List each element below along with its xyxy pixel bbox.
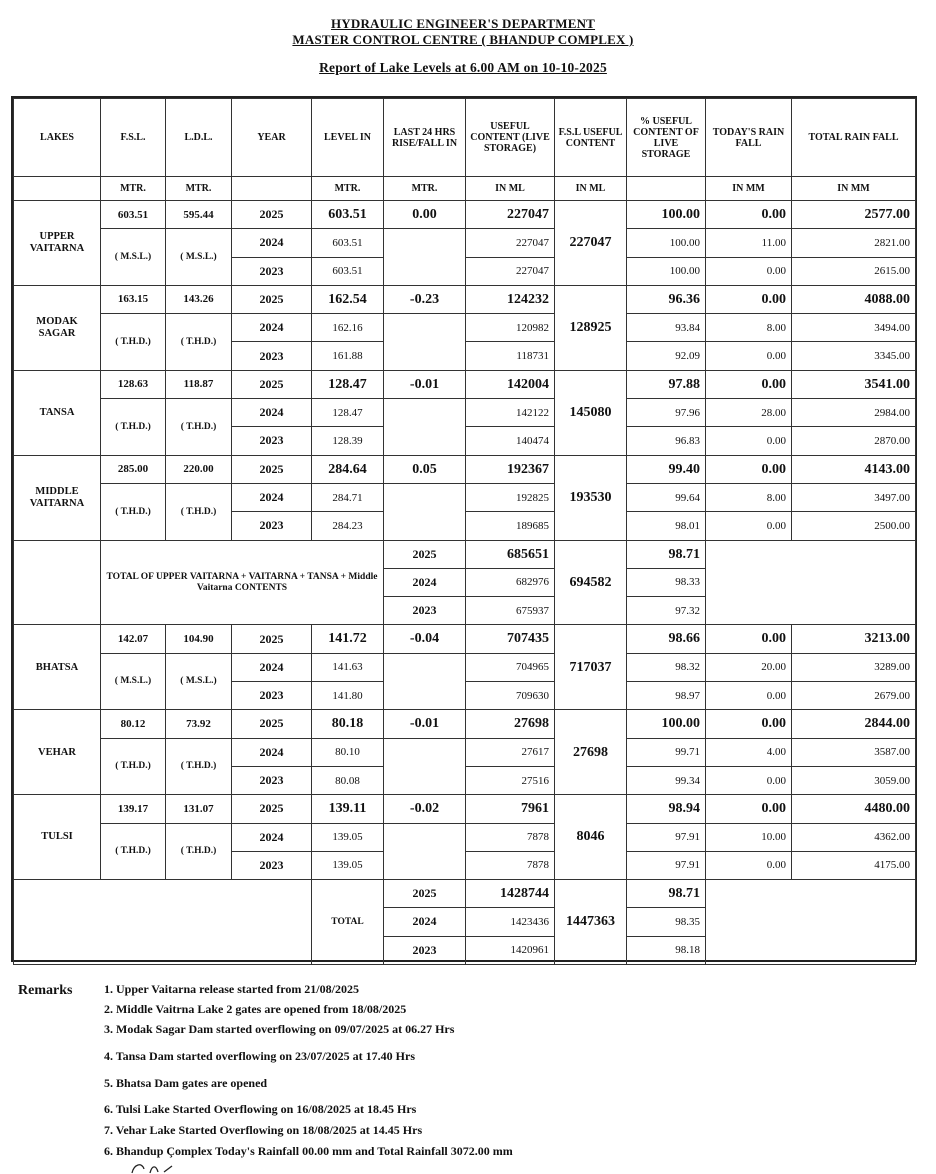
- year-value: 2023: [232, 682, 312, 710]
- pct-value: 99.71: [627, 738, 706, 766]
- units-row: [14, 177, 916, 201]
- lake-row: [14, 314, 916, 342]
- subtotal-row: [14, 540, 916, 568]
- ldl-datum: ( T.H.D.): [166, 823, 232, 880]
- lake-row: [14, 625, 916, 653]
- fsl-useful-value: 227047: [555, 201, 627, 286]
- col-today-rain: TODAY'S RAIN FALL: [706, 99, 792, 177]
- total-rain-value: 4088.00: [792, 285, 916, 313]
- pct-value: 98.18: [627, 936, 706, 964]
- unit-level: MTR.: [312, 177, 384, 201]
- level-value: 162.16: [312, 314, 384, 342]
- pct-value: 93.84: [627, 314, 706, 342]
- pct-value: 98.01: [627, 512, 706, 540]
- useful-content-value: 7878: [466, 851, 555, 879]
- rise-fall-blank: [384, 823, 466, 880]
- fsl-useful-value: 1447363: [555, 880, 627, 965]
- useful-content-value: 27516: [466, 766, 555, 794]
- total-rain-value: 4362.00: [792, 823, 916, 851]
- total-rain-value: 3289.00: [792, 653, 916, 681]
- unit-ldl: MTR.: [166, 177, 232, 201]
- remark-item: 6. Bhandup Çomplex Today's Rainfall 00.00 mm and Total Rainfall 3072.00 mm: [104, 1144, 513, 1158]
- pct-value: 100.00: [627, 201, 706, 229]
- year-value: 2024: [232, 483, 312, 511]
- lake-row: [14, 738, 916, 766]
- total-label: TOTAL: [312, 880, 384, 965]
- today-rain-value: 0.00: [706, 201, 792, 229]
- level-value: 128.47: [312, 370, 384, 398]
- ldl-value: 104.90: [166, 625, 232, 653]
- ldl-value: 73.92: [166, 710, 232, 738]
- pct-value: 97.32: [627, 597, 706, 625]
- today-rain-value: 0.00: [706, 795, 792, 823]
- total-rain-value: 2844.00: [792, 710, 916, 738]
- fsl-datum: ( M.S.L.): [101, 229, 166, 286]
- lake-levels-table: [13, 98, 916, 965]
- total-rain-value: 2870.00: [792, 427, 916, 455]
- col-lakes: LAKES: [14, 99, 101, 177]
- total-rain-value: 4480.00: [792, 795, 916, 823]
- rise-fall-blank: [384, 653, 466, 710]
- col-fsl-useful: F.S.L USEFUL CONTENT: [555, 99, 627, 177]
- today-rain-value: 20.00: [706, 653, 792, 681]
- useful-content-value: 682976: [466, 568, 555, 596]
- pct-value: 92.09: [627, 342, 706, 370]
- level-value: 603.51: [312, 201, 384, 229]
- today-rain-value: 0.00: [706, 766, 792, 794]
- rise-fall-blank: [384, 738, 466, 795]
- unit-fsl-useful: IN ML: [555, 177, 627, 201]
- unit-today-rain: IN MM: [706, 177, 792, 201]
- useful-content-value: 709630: [466, 682, 555, 710]
- pct-value: 98.71: [627, 540, 706, 568]
- lake-row: [14, 455, 916, 483]
- pct-value: 98.66: [627, 625, 706, 653]
- level-value: 128.47: [312, 399, 384, 427]
- blank-cell: [14, 880, 312, 965]
- remarks-label: Remarks: [18, 983, 73, 998]
- year-value: 2023: [384, 597, 466, 625]
- pct-value: 97.96: [627, 399, 706, 427]
- total-rain-value: 4143.00: [792, 455, 916, 483]
- total-rain-value: 2577.00: [792, 201, 916, 229]
- pct-value: 98.33: [627, 568, 706, 596]
- today-rain-value: 0.00: [706, 257, 792, 285]
- today-rain-value: 28.00: [706, 399, 792, 427]
- department-title: HYDRAULIC ENGINEER'S DEPARTMENT: [330, 16, 596, 31]
- fsl-datum: ( T.H.D.): [101, 823, 166, 880]
- pct-value: 96.83: [627, 427, 706, 455]
- year-value: 2023: [232, 427, 312, 455]
- useful-content-value: 142122: [466, 399, 555, 427]
- level-value: 284.23: [312, 512, 384, 540]
- unit-rise: MTR.: [384, 177, 466, 201]
- fsl-useful-value: 193530: [555, 455, 627, 540]
- year-value: 2023: [232, 512, 312, 540]
- year-value: 2024: [384, 908, 466, 936]
- lake-row: [14, 285, 916, 313]
- lake-row: [14, 483, 916, 511]
- remark-item: 2. Middle Vaitrna Lake 2 gates are opened from 18/08/2025: [104, 1002, 407, 1016]
- total-rain-value: 2821.00: [792, 229, 916, 257]
- pct-value: 98.32: [627, 653, 706, 681]
- level-value: 603.51: [312, 229, 384, 257]
- ldl-datum: ( T.H.D.): [166, 399, 232, 456]
- year-value: 2025: [384, 540, 466, 568]
- fsl-datum: ( T.H.D.): [101, 314, 166, 371]
- level-value: 141.80: [312, 682, 384, 710]
- fsl-value: 139.17: [101, 795, 166, 823]
- useful-content-value: 227047: [466, 257, 555, 285]
- year-value: 2024: [232, 738, 312, 766]
- pct-value: 97.91: [627, 851, 706, 879]
- fsl-useful-value: 717037: [555, 625, 627, 710]
- level-value: 80.08: [312, 766, 384, 794]
- header-row: [14, 99, 916, 177]
- useful-content-value: 192825: [466, 483, 555, 511]
- remark-item: 5. Bhatsa Dam gates are opened: [104, 1076, 268, 1090]
- pct-value: 97.88: [627, 370, 706, 398]
- unit-useful: IN ML: [466, 177, 555, 201]
- pct-value: 96.36: [627, 285, 706, 313]
- rise-fall-blank: [384, 229, 466, 286]
- year-value: 2024: [384, 568, 466, 596]
- rise-fall-value: -0.01: [384, 710, 466, 738]
- lake-row: [14, 710, 916, 738]
- lake-name: TULSI: [14, 795, 101, 880]
- col-total-rain: TOTAL RAIN FALL: [792, 99, 916, 177]
- fsl-useful-value: 8046: [555, 795, 627, 880]
- lake-name: BHATSA: [14, 625, 101, 710]
- total-rain-value: 3541.00: [792, 370, 916, 398]
- remark-item: 6. Tulsi Lake Started Overflowing on 16/08/2025 at 18.45 Hrs: [104, 1102, 417, 1116]
- useful-content-value: 7878: [466, 823, 555, 851]
- total-rain-value: 3213.00: [792, 625, 916, 653]
- today-rain-value: 10.00: [706, 823, 792, 851]
- pct-value: 99.40: [627, 455, 706, 483]
- fsl-datum: ( M.S.L.): [101, 653, 166, 710]
- handwritten-scribble: [128, 1160, 188, 1174]
- lake-row: [14, 823, 916, 851]
- useful-content-value: 192367: [466, 455, 555, 483]
- total-rain-value: 3494.00: [792, 314, 916, 342]
- useful-content-value: 7961: [466, 795, 555, 823]
- lake-row: [14, 795, 916, 823]
- fsl-value: 142.07: [101, 625, 166, 653]
- useful-content-value: 675937: [466, 597, 555, 625]
- year-value: 2023: [232, 342, 312, 370]
- ldl-value: 143.26: [166, 285, 232, 313]
- col-level: LEVEL IN: [312, 99, 384, 177]
- total-rain-value: 2500.00: [792, 512, 916, 540]
- total-rain-value: 3497.00: [792, 483, 916, 511]
- useful-content-value: 118731: [466, 342, 555, 370]
- level-value: 128.39: [312, 427, 384, 455]
- rise-fall-value: -0.01: [384, 370, 466, 398]
- rise-fall-value: 0.00: [384, 201, 466, 229]
- total-row: [14, 880, 916, 908]
- level-value: 284.64: [312, 455, 384, 483]
- ldl-datum: ( M.S.L.): [166, 653, 232, 710]
- blank-cell: [706, 880, 916, 965]
- total-rain-value: 2679.00: [792, 682, 916, 710]
- report-title: Report of Lake Levels at 6.00 AM on 10-10-2025: [319, 60, 607, 75]
- fsl-useful-value: 145080: [555, 370, 627, 455]
- today-rain-value: 0.00: [706, 285, 792, 313]
- unit-fsl: MTR.: [101, 177, 166, 201]
- col-year: YEAR: [232, 99, 312, 177]
- year-value: 2023: [232, 851, 312, 879]
- useful-content-value: 227047: [466, 201, 555, 229]
- useful-content-value: 685651: [466, 540, 555, 568]
- blank-cell: [14, 540, 101, 625]
- remark-item: 1. Upper Vaitarna release started from 21/08/2025: [104, 982, 359, 996]
- lake-name: MIDDLE VAITARNA: [14, 455, 101, 540]
- lake-name: VEHAR: [14, 710, 101, 795]
- year-value: 2023: [232, 766, 312, 794]
- year-value: 2025: [232, 710, 312, 738]
- fsl-datum: ( T.H.D.): [101, 738, 166, 795]
- level-value: 161.88: [312, 342, 384, 370]
- total-rain-value: 3587.00: [792, 738, 916, 766]
- pct-value: 97.91: [627, 823, 706, 851]
- year-value: 2023: [232, 257, 312, 285]
- useful-content-value: 27617: [466, 738, 555, 766]
- pct-value: 98.71: [627, 880, 706, 908]
- useful-content-value: 124232: [466, 285, 555, 313]
- today-rain-value: 0.00: [706, 682, 792, 710]
- lake-row: [14, 201, 916, 229]
- year-value: 2025: [232, 285, 312, 313]
- pct-value: 99.34: [627, 766, 706, 794]
- level-value: 139.05: [312, 823, 384, 851]
- today-rain-value: 0.00: [706, 342, 792, 370]
- lake-name: UPPER VAITARNA: [14, 201, 101, 286]
- col-pct: % USEFUL CONTENT OF LIVE STORAGE: [627, 99, 706, 177]
- unit-total-rain: IN MM: [792, 177, 916, 201]
- lake-row: [14, 229, 916, 257]
- level-value: 162.54: [312, 285, 384, 313]
- today-rain-value: 0.00: [706, 370, 792, 398]
- lake-levels-table-frame: [11, 96, 917, 962]
- year-value: 2023: [384, 936, 466, 964]
- lake-name: TANSA: [14, 370, 101, 455]
- useful-content-value: 227047: [466, 229, 555, 257]
- year-value: 2025: [232, 455, 312, 483]
- remark-item: 7. Vehar Lake Started Overflowing on 18/08/2025 at 14.45 Hrs: [104, 1123, 423, 1137]
- today-rain-value: 0.00: [706, 455, 792, 483]
- subtotal-label: TOTAL OF UPPER VAITARNA + VAITARNA + TANSA + Middle Vaitarna CONTENTS: [101, 540, 384, 625]
- fsl-useful-value: 128925: [555, 285, 627, 370]
- fsl-useful-value: 694582: [555, 540, 627, 625]
- level-value: 603.51: [312, 257, 384, 285]
- ldl-value: 595.44: [166, 201, 232, 229]
- fsl-value: 128.63: [101, 370, 166, 398]
- pct-value: 99.64: [627, 483, 706, 511]
- fsl-datum: ( T.H.D.): [101, 399, 166, 456]
- blank-cell: [706, 540, 916, 625]
- useful-content-value: 704965: [466, 653, 555, 681]
- rise-fall-value: -0.04: [384, 625, 466, 653]
- today-rain-value: 8.00: [706, 483, 792, 511]
- rise-fall-blank: [384, 399, 466, 456]
- today-rain-value: 0.00: [706, 710, 792, 738]
- pct-value: 100.00: [627, 229, 706, 257]
- level-value: 80.10: [312, 738, 384, 766]
- ldl-value: 220.00: [166, 455, 232, 483]
- level-value: 284.71: [312, 483, 384, 511]
- useful-content-value: 120982: [466, 314, 555, 342]
- today-rain-value: 0.00: [706, 625, 792, 653]
- fsl-useful-value: 27698: [555, 710, 627, 795]
- useful-content-value: 140474: [466, 427, 555, 455]
- today-rain-value: 8.00: [706, 314, 792, 342]
- today-rain-value: 0.00: [706, 512, 792, 540]
- useful-content-value: 1420961: [466, 936, 555, 964]
- ldl-value: 131.07: [166, 795, 232, 823]
- year-value: 2024: [232, 823, 312, 851]
- useful-content-value: 1423436: [466, 908, 555, 936]
- fsl-value: 285.00: [101, 455, 166, 483]
- level-value: 80.18: [312, 710, 384, 738]
- remark-item: 3. Modak Sagar Dam started overflowing on 09/07/2025 at 06.27 Hrs: [104, 1022, 455, 1036]
- col-useful: USEFUL CONTENT (LIVE STORAGE): [466, 99, 555, 177]
- level-value: 141.72: [312, 625, 384, 653]
- lake-row: [14, 653, 916, 681]
- total-rain-value: 2984.00: [792, 399, 916, 427]
- year-value: 2025: [384, 880, 466, 908]
- pct-value: 100.00: [627, 257, 706, 285]
- today-rain-value: 11.00: [706, 229, 792, 257]
- ldl-datum: ( T.H.D.): [166, 483, 232, 540]
- year-value: 2025: [232, 370, 312, 398]
- pct-value: 98.97: [627, 682, 706, 710]
- rise-fall-value: -0.23: [384, 285, 466, 313]
- useful-content-value: 1428744: [466, 880, 555, 908]
- level-value: 139.05: [312, 851, 384, 879]
- col-rise: LAST 24 HRS RISE/FALL IN: [384, 99, 466, 177]
- lake-row: [14, 399, 916, 427]
- useful-content-value: 707435: [466, 625, 555, 653]
- year-value: 2025: [232, 625, 312, 653]
- rise-fall-value: 0.05: [384, 455, 466, 483]
- today-rain-value: 0.00: [706, 427, 792, 455]
- fsl-value: 80.12: [101, 710, 166, 738]
- year-value: 2024: [232, 399, 312, 427]
- centre-title: MASTER CONTROL CENTRE ( BHANDUP COMPLEX ): [292, 32, 634, 47]
- lake-name: MODAK SAGAR: [14, 285, 101, 370]
- fsl-value: 603.51: [101, 201, 166, 229]
- useful-content-value: 142004: [466, 370, 555, 398]
- level-value: 139.11: [312, 795, 384, 823]
- col-fsl: F.S.L.: [101, 99, 166, 177]
- total-rain-value: 4175.00: [792, 851, 916, 879]
- year-value: 2025: [232, 795, 312, 823]
- ldl-value: 118.87: [166, 370, 232, 398]
- remark-item: 4. Tansa Dam started overflowing on 23/07/2025 at 17.40 Hrs: [104, 1049, 416, 1063]
- rise-fall-value: -0.02: [384, 795, 466, 823]
- rise-fall-blank: [384, 314, 466, 371]
- pct-value: 98.94: [627, 795, 706, 823]
- pct-value: 98.35: [627, 908, 706, 936]
- total-rain-value: 2615.00: [792, 257, 916, 285]
- ldl-datum: ( T.H.D.): [166, 738, 232, 795]
- today-rain-value: 0.00: [706, 851, 792, 879]
- fsl-datum: ( T.H.D.): [101, 483, 166, 540]
- today-rain-value: 4.00: [706, 738, 792, 766]
- pct-value: 100.00: [627, 710, 706, 738]
- year-value: 2024: [232, 653, 312, 681]
- ldl-datum: ( T.H.D.): [166, 314, 232, 371]
- fsl-value: 163.15: [101, 285, 166, 313]
- level-value: 141.63: [312, 653, 384, 681]
- total-rain-value: 3059.00: [792, 766, 916, 794]
- useful-content-value: 27698: [466, 710, 555, 738]
- year-value: 2024: [232, 314, 312, 342]
- total-rain-value: 3345.00: [792, 342, 916, 370]
- col-ldl: L.D.L.: [166, 99, 232, 177]
- ldl-datum: ( M.S.L.): [166, 229, 232, 286]
- year-value: 2024: [232, 229, 312, 257]
- rise-fall-blank: [384, 483, 466, 540]
- year-value: 2025: [232, 201, 312, 229]
- useful-content-value: 189685: [466, 512, 555, 540]
- lake-row: [14, 370, 916, 398]
